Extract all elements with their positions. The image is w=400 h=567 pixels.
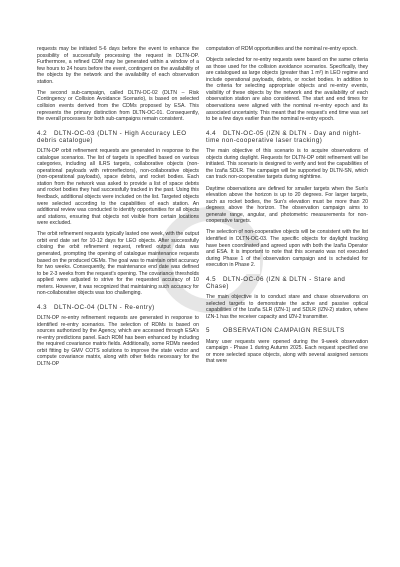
paragraph: The orbit refinement requests typically lasted one week, with the output orbit end date set for 10-12 days for LEO objects. After successfully closing the orbit refinement request, refined output data was generated, prompting the opening of catalogue maintenance requests based on the produced OEMs. The goal was to maintain orbit accuracy for two weeks. Consequently, the maintenance end date was defined to be 2-3 weeks from the request's opening. The covariance thresholds applied were adjusted to strive for the requested accuracy of 10 meters. However, it was recognized that maintaining such accuracy for non-collaborative objects was too challenging. (37, 231, 199, 297)
section-heading-5 (206, 327, 368, 334)
paragraph: DLTN-OP orbit refinement requests are generated in response to the catalogue scenarios. The list of targets is specified based on various categories, including all ILRS targets, collaborative objects (non-operational payloads with retroreflectors), non-collaborative objects (non-operational payloads), space debris, and rocket bodies. Each station from the network was asked to provide a list of space debris and rocket bodies they had successfully tracked in the past. Using this feedback, additional objects were included on the list. Targeted objects were selected according to the capabilities of each station. An additional review was conducted to identify opportunities for all objects and stations, ensuring that objects not visible from certain locations were excluded. (37, 148, 199, 227)
section-title: DLTN-OC-06 (IZN & DLTN - Stare and Chase) (206, 275, 346, 290)
paragraph: The second sub-campaign, called DLTN-OC-02 (DLTN – Risk Contingency or Collision Avoidance Scenario), is based on selected collision events derived from the CDMs proposed by ESA. This represents the primary distinction from DLTN-OC-01. Consequently, the overall processes for both sub-campaigns remain consistent. (37, 89, 199, 123)
paragraph: The main objective of this scenario is to acquire observations of objects during daylight. Requests for DLTN-OP orbit refinement will be initiated. This scenario is designed to verify and test the capabilities of the Izaña SDLR. The campaign will be supported by DLTN-SN, which can track non-cooperative targets during nighttime. (206, 148, 368, 181)
paragraph: requests may be initiated 5-6 days before the event to enhance the possibility of successfully processing the request in DLTN-OP. Furthermore, a refined CDM may be generated within a window of a few hours to 24 hours before the event, contingent on the availability of the objects by the network and the availability of each observation station. (37, 46, 199, 85)
section-heading-4-5 (206, 276, 368, 291)
paragraph: Objects selected for re-entry requests were based on the same criteria as those used for the collision avoidance scenarios. Specifically, they are catalogued as large objects (greater than 1 m²) in LEO regime and include operational payloads, debris, or rocket bodies. In addition to the criteria for selecting appropriate objects and re-entry events, visibility of these objects by the network and the availability of each observation station are also considered. The start and end times for observations were aligned with the nominal re-entry epoch and its associated uncertainty. This meant that the request's end time was set to be a few days earlier than the nominal re-entry epoch. (206, 57, 368, 123)
paragraph: Daytime observations are defined for smaller targets when the Sun's elevation above the horizon is up to 20 degrees. For larger targets, such as rocket bodies, the Sun's elevation must be more than 20 degrees above the horizon. The observation campaign aims to generate range, angular, and photometric measurements for non-cooperative targets. (206, 185, 368, 225)
section-title: DLTN-OC-03 (DLTN - High Accuracy LEO debris catalogue) (37, 129, 187, 144)
left-column (37, 46, 199, 372)
paragraph: DLTN-OP re-entry refinement requests are generated in response to identified re-entry scenarios. The selection of RDMs is based on sources authorized by the Agency, which are accessed through ESA's re-entry predictions panel. Each RDM has been enhanced by including the required covariance matrix fields. Additionally, some RDMs needed orbit fitting by GMV COTS solutions to improve the state vector and compute covariance matrix, along with other fields necessary for the DLTN-OP (37, 315, 199, 367)
paragraph: The main objective is to conduct stare and chase observations on selected targets to demonstrate the active and passive optical capabilities of the Izaña SLR (IZN-1) and SDLR (IZN-2) station, where IZN-1 has the receiver capacity and IZN-2 transmitter. (206, 294, 368, 320)
right-column (206, 46, 368, 370)
section-heading-4-2 (37, 130, 199, 145)
section-heading-4-4 (206, 130, 368, 145)
section-number: 4.2 (37, 129, 48, 137)
section-title: DLTN-OC-05 (IZN & DLTN - Day and night-time non-cooperative laser tracking) (206, 129, 362, 144)
paragraph: The selection of non-cooperative objects will be consistent with the list identified in DLTN-OC-03. The specific objects for daylight tracking have been coordinated and agreed upon with both the Izaña Operator and ESA. It is important to note that this scenario was not executed during Phase 1 of the observation campaign and is scheduled for execution in Phase 2. (206, 229, 368, 269)
section-number: 4.5 (206, 275, 217, 283)
section-heading-4-3 (37, 304, 199, 311)
section-number: 4.4 (206, 129, 217, 137)
section-number: 5 (206, 327, 210, 335)
paragraph: computation of RDM opportunities and the nominal re-entry epoch. (206, 46, 358, 52)
section-number: 4.3 (37, 303, 48, 311)
section-title: OBSERVATION CAMPAIGN RESULTS (223, 327, 345, 335)
paragraph: Many user requests were opened during the 9-week observation campaign - Phase 1 during Autumn 2025. Each request specified one or more selected space objects, along with several assigned sensors that were (206, 338, 368, 365)
section-title: DLTN-OC-04 (DLTN - Re-entry) (54, 303, 155, 311)
